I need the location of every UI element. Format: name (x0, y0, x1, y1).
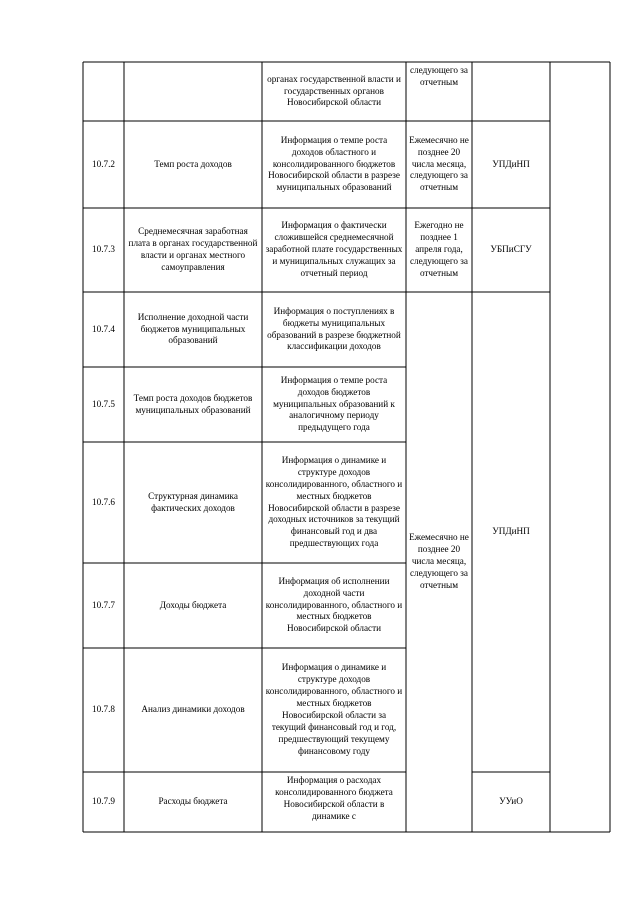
row-4-name: Темп роста доходов бюджетов муниципальных образований (133, 392, 253, 415)
row-4-number: 10.7.5 (92, 398, 115, 409)
row-2-number: 10.7.3 (92, 244, 115, 255)
row-7-number: 10.7.8 (92, 704, 115, 715)
row-1-period: Ежемесячно не позднее 20 числа месяца, следующего за отчетным (409, 134, 469, 193)
row-6-number: 10.7.7 (92, 599, 115, 610)
row-8-content: Информация о расходах консолидированного бюджета Новосибирской области в динамике с (275, 775, 393, 821)
row-1-responsible: УПДиНП (492, 158, 530, 169)
row-6-content: Информация об исполнении доходной части консолидированного, областного и местных бюджетов Новосибирской области (265, 575, 403, 634)
row-4-content: Информация о темпе роста доходов бюджетов муниципальных образований к аналогичному периоду предыдущего года (273, 374, 395, 433)
row-1-content: Информация о темпе роста доходов областного и консолидированного бюджетов Новосибирской области в разрезе муниципальных образований (268, 134, 400, 193)
row-5-content: Информация о динамике и структуре доходов консолидированного, областного и местных бюджетов Новосибирской области в разрезе доходных источников за текущий финансовый год и два предшествующих года (265, 454, 403, 549)
row-2-name: Среднемесячная заработная плата в органах государственной власти и органах местного самоуправления (128, 226, 258, 272)
row-2-period: Ежегодно не позднее 1 апреля года, следующего за отчетным (409, 220, 469, 278)
row-8-name: Расходы бюджета (158, 796, 228, 807)
row-0-content: органах государственной власти и государственных органов Новосибирской области (267, 73, 401, 108)
row-2-content: Информация о фактически сложившейся среднемесячной заработной плате государственных и муниципальных служащих за отчетный период (265, 220, 403, 278)
row-1-number: 10.7.2 (92, 158, 115, 169)
row-8-number: 10.7.9 (92, 796, 115, 807)
merged-responsible: УПДиНП (492, 526, 530, 537)
row-3-name: Исполнение доходной части бюджетов муниципальных образований (137, 311, 249, 346)
row-5-number: 10.7.6 (92, 496, 115, 507)
row-3-content: Информация о поступлениях в бюджеты муниципальных образований в разрезе бюджетной классификации доходов (267, 305, 401, 352)
row-6-name: Доходы бюджета (159, 599, 227, 610)
row-0-period: следующего за отчетным (409, 65, 469, 87)
row-5-name: Структурная динамика фактических доходов (148, 490, 238, 513)
row-7-name: Анализ динамики доходов (141, 704, 245, 715)
row-7-content: Информация о динамике и структуре доходов консолидированного, областного и местных бюджетов Новосибирской области за текущий финансовый год и год, предшествующий текущему финансовому году (265, 662, 403, 756)
row-1-name: Темп роста доходов (154, 158, 232, 169)
merged-period: Ежемесячно не позднее 20 числа месяца, следующего за отчетным (409, 532, 469, 590)
row-8-responsible: УУиО (499, 796, 523, 807)
row-3-number: 10.7.4 (92, 323, 115, 334)
row-2-responsible: УБПиСГУ (490, 244, 532, 255)
